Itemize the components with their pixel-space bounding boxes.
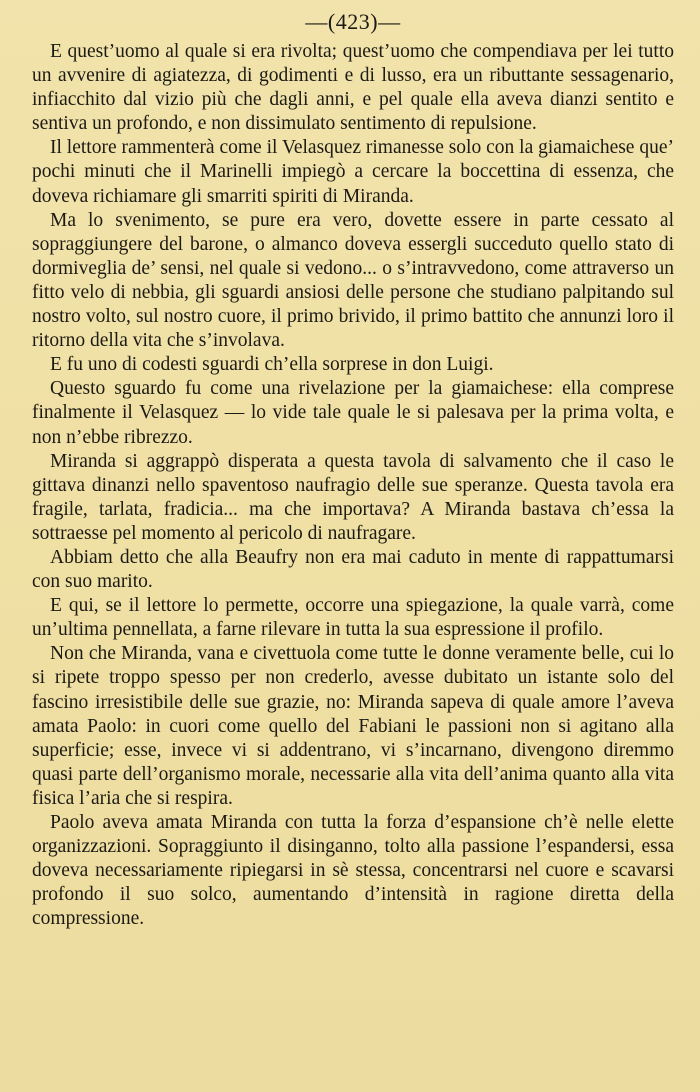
- paragraph: E quest’uomo al quale si era rivolta; quest’uomo che compendiava per lei tutto un avvenire di agiatezza, di godimenti e di lusso, era un ributtante sessagenario, infiacchito dal vizio più che dagli anni, e pel quale ella aveva dianzi sentito e sentiva un profondo, e non dissimulato sentimento di repulsione.: [32, 41, 674, 135]
- paragraph: Miranda si aggrappò disperata a questa tavola di salvamento che il caso le gittava dinanzi nello spaventoso naufragio delle sue speranze. Questa tavola era fragile, tarlata, fradicia... ma che importava? A Miranda bastava ch’essa la sottraesse pel momento al pericolo di naufragare.: [32, 450, 674, 544]
- paragraph: Abbiam detto che alla Beaufry non era mai caduto in mente di rappattumarsi con suo marito.: [32, 546, 674, 593]
- paragraph: Paolo aveva amata Miranda con tutta la forza d’espansione ch’è nelle elette organizzazioni. Sopraggiunto il disinganno, tolto alla passione l’espandersi, essa doveva necessariamente ripiegarsi in sè stessa, concentrarsi nel cuore e scavarsi profondo il suo solco, aumentando d’intensità in ragione diretta della compressione.: [32, 812, 674, 930]
- paragraph: Ma lo svenimento, se pure era vero, dovette essere in parte cessato al sopraggiungere del barone, o almanco doveva essergli succeduto quello stato di dormiveglia de’ sensi, nel quale si vedono... o s’intravvedono, come attraverso un fitto velo di nebbia, gli sguardi ansiosi delle persone che studiano palpitando sul nostro volto, sul nostro cuore, il primo brivido, il primo battito che annunzi loro il ritorno della vita che s’involava.: [32, 209, 674, 352]
- page-number: —(423)—: [305, 9, 401, 34]
- body-text: [32, 40, 674, 931]
- paragraph: E fu uno di codesti sguardi ch’ella sorprese in don Luigi.: [50, 354, 494, 376]
- paragraph: Il lettore rammenterà come il Velasquez rimanesse solo con la giamaichese que’ pochi minuti che il Marinelli impiegò a cercare la boccettina di essenza, che doveva richiamare gli smarriti spiriti di Miranda.: [32, 137, 674, 207]
- paragraph: E qui, se il lettore lo permette, occorre una spiegazione, la quale varrà, come un’ultima pennellata, a farne rilevare in tutta la sua espressione il profilo.: [32, 595, 674, 641]
- paragraph: Non che Miranda, vana e civettuola come tutte le donne veramente belle, cui lo si ripete troppo spesso per non crederlo, avesse dubitato un istante solo del fascino irresistibile delle sue grazie, no: Miranda sapeva di quale amore l’aveva amata Paolo: in cuori come quello del Fabiani le passioni non si agitano alla superficie; esse, invece vi si addentrano, vi s’incarnano, divengono diremmo quasi parte dell’organismo morale, necessarie alla vita dell’anima quanto alla vita fisica l’aria che si respira.: [32, 643, 674, 809]
- paragraph: Questo sguardo fu come una rivelazione per la giamaichese: ella comprese finalmente il Velasquez — lo vide tale quale le si palesava per la prima volta, e non n’ebbe ribrezzo.: [32, 378, 674, 448]
